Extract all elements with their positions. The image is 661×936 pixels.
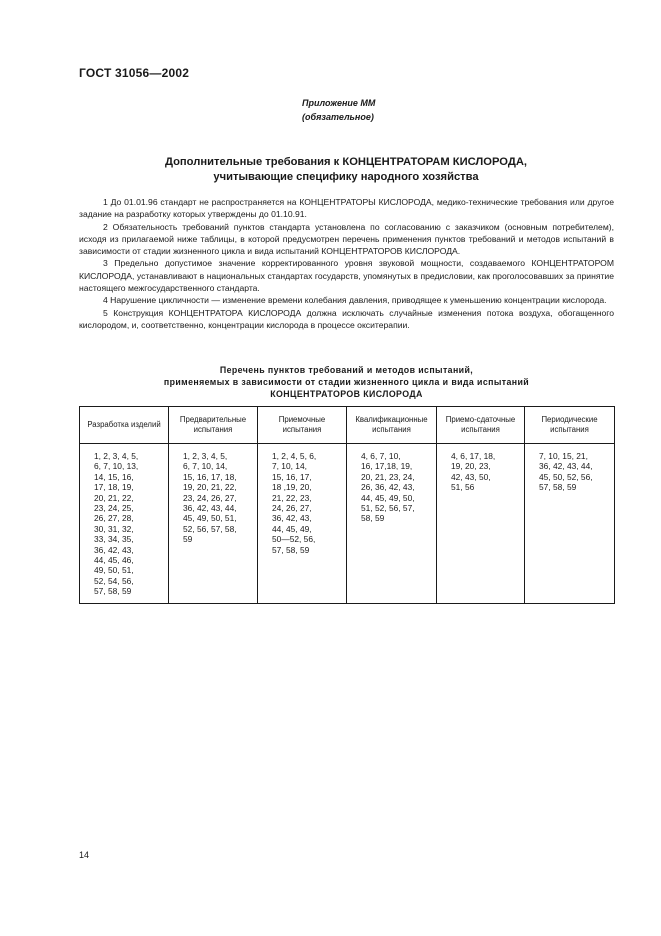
cell-line: 20, 21, 22, [94,492,134,503]
cell-line: 52, 56, 57, 58, [183,523,237,534]
cell-line: 36, 42, 43, [272,513,312,524]
cell-line: 57, 58, 59 [539,482,577,493]
cell-line: 36, 42, 43, [94,544,134,555]
table-header-row [80,407,615,444]
cell-line: 18 ,19, 20, [272,482,312,493]
cell-line: 45, 49, 50, 51, [183,513,237,524]
header-preliminary-tests: Предварительные испытания [169,407,258,444]
cell-line: 51, 52, 56, 57, [361,503,415,514]
table-title-line1: Перечень пунктов требований и методов испытаний, [219,365,474,375]
cell-line: 42, 43, 50, [451,471,491,482]
table-row [80,444,615,604]
section-title-line1: Дополнительные требования к КОНЦЕНТРАТОРАМ КИСЛОРОДА, [164,156,528,168]
paragraph-3: 3 Предельно допустимое значение корректированного уровня звуковой мощности, создаваемого КОНЦЕНТРАТОРОМ КИСЛОРОДА, устанавливают в национальных стандартах государств, упомянутых в предисловии, как проголосовавших за принятие настоящего межгосударственного стандарта. [79,258,614,293]
appendix-label [0,96,661,124]
cell-line: 49, 50, 51, [94,565,134,576]
cell-periodic-tests [525,444,615,604]
header-qualification-tests: Квалификационные испытания [347,407,437,444]
cell-line: 26, 36, 42, 43, [361,482,415,493]
cell-line: 44, 45, 49, 50, [361,492,415,503]
cell-line: 30, 31, 32, [94,523,134,534]
paragraph-1: 1 До 01.01.96 стандарт не распространяется на КОНЦЕНТРАТОРЫ КИСЛОРОДА, медико-технические требования или другое задание на разработку которых утверждены до 01.10.91. [79,197,614,220]
cell-line: 7, 10, 15, 21, [539,451,588,461]
cell-delivery-tests [437,444,525,604]
cell-line: 15, 16, 17, [272,471,312,482]
cell-line: 20, 21, 23, 24, [361,471,415,482]
cell-line: 14, 15, 16, [94,471,134,482]
cell-line: 36, 42, 43, 44, [183,503,237,514]
page-number: 14 [79,850,90,860]
cell-line: 52, 54, 56, [94,575,134,586]
document-header: ГОСТ 31056—2002 [79,66,190,80]
cell-line: 1, 2, 3, 4, 5, [183,451,228,461]
cell-line: 45, 50, 52, 56, [539,471,593,482]
cell-line: 44, 45, 46, [94,555,134,566]
cell-development [80,444,169,604]
cell-line: 1, 2, 4, 5, 6, [272,451,317,461]
cell-line: 7, 10, 14, [272,461,307,472]
cell-line: 44, 45, 49, [272,523,312,534]
cell-acceptance-tests [258,444,347,604]
cell-line: 57, 58, 59 [94,586,132,597]
header-development: Разработка изделий [80,407,169,444]
cell-line: 50—52, 56, [272,534,316,545]
cell-line: 36, 42, 43, 44, [539,461,593,472]
cell-line: 4, 6, 17, 18, [451,451,496,461]
cell-line: 21, 22, 23, [272,492,312,503]
section-title-line2: учитывающие специфику народного хозяйства [213,171,479,183]
cell-line: 23, 24, 25, [94,503,134,514]
cell-line: 19, 20, 21, 22, [183,482,237,493]
appendix-title: Приложение ММ [302,98,376,108]
cell-line: 6, 7, 10, 13, [94,461,139,472]
cell-line: 23, 24, 26, 27, [183,492,237,503]
cell-line: 15, 16, 17, 18, [183,471,237,482]
cell-line: 1, 2, 3, 4, 5, [94,451,139,461]
paragraph-2: 2 Обязательность требований пунктов стандарта установлена по согласованию с заказчиком (основным потребителем), исходя из прилагаемой ниже таблицы, в которой предусмотрен перечень применения пунктов требований и методов испытаний в зависимости от стадии жизненного цикла и вида испытаний КОНЦЕНТРАТОРОВ КИСЛОРОДА. [79,221,614,256]
cell-line: 19, 20, 23, [451,461,491,472]
section-title [79,155,613,185]
paragraph-5: 5 Конструкция КОНЦЕНТРАТОРА КИСЛОРОДА должна исключать случайные изменения потока воздуха, обогащенного кислородом, и, соответственно, концентрации кислорода в процессе окситерапии. [79,307,614,330]
requirements-table [79,406,615,604]
cell-line: 4, 6, 7, 10, [361,451,401,461]
header-acceptance-tests: Приемочные испытания [258,407,347,444]
cell-line: 17, 18, 19, [94,482,134,493]
table-title [79,364,614,400]
cell-line: 57, 58, 59 [272,544,310,555]
appendix-status: (обязательное) [302,112,374,122]
paragraph-4: 4 Нарушение цикличности — изменение времени колебания давления, приводящее к уменьшению концентрации кислорода. [103,295,607,306]
table-title-line2: применяемых в зависимости от стадии жизненного цикла и вида испытаний [163,377,530,387]
header-periodic-tests: Периодические испытания [525,407,615,444]
cell-line: 58, 59 [361,513,385,524]
cell-line: 6, 7, 10, 14, [183,461,228,472]
cell-preliminary-tests [169,444,258,604]
body-text [79,196,614,332]
cell-line: 59 [183,534,193,545]
cell-line: 26, 27, 28, [94,513,134,524]
cell-line: 51, 56 [451,482,475,493]
header-delivery-tests: Приемо-сдаточные испытания [437,407,525,444]
cell-line: 16, 17,18, 19, [361,461,413,472]
cell-qualification-tests [347,444,437,604]
cell-line: 33, 34, 35, [94,534,134,545]
table-title-line3: КОНЦЕНТРАТОРОВ КИСЛОРОДА [270,389,423,399]
cell-line: 24, 26, 27, [272,503,312,514]
